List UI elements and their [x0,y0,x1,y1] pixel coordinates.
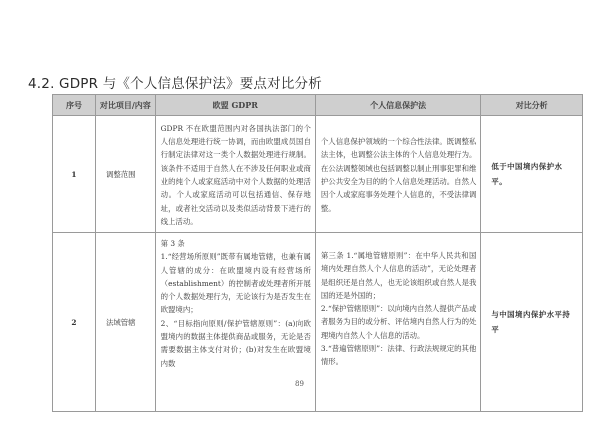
row-item: 法域管辖 [95,233,155,412]
row-item: 调整范围 [95,116,155,233]
section-title: 4.2. GDPR 与《个人信息保护法》要点对比分析 [28,76,322,92]
table-row [53,233,583,412]
gdpr-cell [155,116,315,233]
header-pipl: 个人信息保护法 [315,95,480,116]
analysis-text: 与中国境内保护水平持平 [491,310,571,334]
gdpr-paragraph: GDPR 不在欧盟范围内对各国执法部门的个人信息处理进行统一协调，而由欧盟成员国自行制定法律对这一类个人数据处理进行规制。该条件不适用于自然人在不涉及任何职业或商业的纯个人或家庭活动中对个人数据的处理活动。个人或家庭活动可以包括通信、保存地址，或者社交活动以及类似活动背景下进行的线上活动。 [160,123,311,226]
header-analysis: 对比分析 [481,95,583,116]
gdpr-cell [155,233,315,412]
gdpr-paragraph: 2、“目标指向原则/保护管辖原则”：(a)向欧盟境内的数据主体提供商品或服务，无论是否需要数据主体支付对价；(b)对发生在欧盟境内数 [160,318,311,368]
pipl-cell [315,233,480,412]
pipl-paragraph: 3.“普遍管辖原则”：法律、行政法规规定的其他情形。 [320,344,477,367]
row-num: 2 [53,233,96,412]
table-row [53,116,583,233]
pipl-paragraph: 2.“保护管辖原则”：以向境内自然人提供产品或者服务为目的或分析、评估境内自然人行为的处理境内自然人个人信息的活动。 [320,304,477,340]
analysis-cell [481,116,583,233]
header-num: 序号 [53,95,96,116]
pipl-paragraph: 第三条 1.“属地管辖原则”：在中华人民共和国境内处理自然人个人信息的活动”，无论处理者是组织还是自然人，也无论该组织或自然人是我国的还是外国的； [320,251,477,300]
header-item: 对比项目/内容 [95,95,155,116]
comparison-table [52,94,583,412]
page-number: 89 [295,380,304,388]
analysis-cell [481,233,583,412]
gdpr-paragraph: 第 3 条 [160,239,185,248]
pipl-paragraph: 个人信息保护领域的一个综合性法律。既调整私法主体，也调整公法主体的个人信息处理行为。在公法调整领域也包括调整以制止刑事犯罪和维护公共安全为目的的个人信息处理活动。自然人因个人或家庭事务处理个人信息的，不受法律调整。 [320,137,477,213]
table-header-row [53,95,583,116]
header-gdpr: 欧盟 GDPR [155,95,315,116]
analysis-text: 低于中国境内保护水平。 [491,162,563,186]
pipl-cell [315,116,480,233]
gdpr-paragraph: 1.“经营场所原则”既带有属地管辖，也兼有属人管辖的成分：在欧盟境内设有经营场所（establishment）的控制者或处理者所开展的个人数据处理行为，无论该行为是否发生在欧盟境内； [160,252,311,315]
row-num: 1 [53,116,96,233]
